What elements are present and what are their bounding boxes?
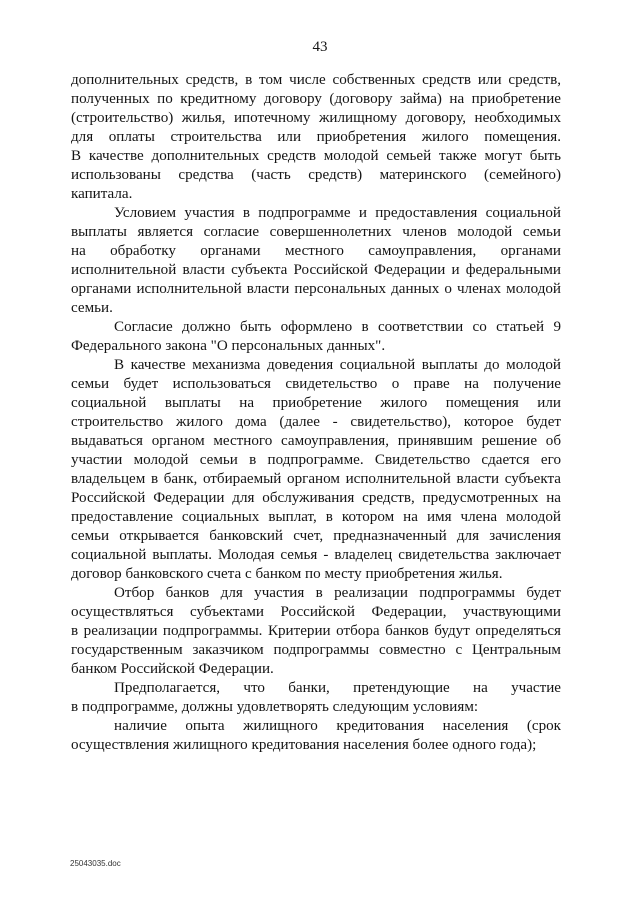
document-body: [71, 71, 561, 755]
text-line: В качестве дополнительных средств молодой семьей также могут быть: [71, 148, 561, 164]
text-line: семьи.: [71, 300, 113, 316]
text-line: социальной выплаты на приобретение жилого помещения или: [71, 395, 561, 411]
paragraph-6: [71, 679, 561, 717]
text-line: на обработку органами местного самоуправления, органами: [71, 243, 561, 259]
text-line: органами исполнительной власти персональных данных о членах молодой: [71, 281, 561, 297]
text-line: использованы средства (часть средств) материнского (семейного): [71, 167, 561, 183]
text-line: капитала.: [71, 186, 133, 202]
text-line: В качестве механизма доведения социальной выплаты до молодой: [114, 357, 561, 373]
text-line: участии молодой семьи в подпрограмме. Свидетельство сдается его: [71, 452, 561, 468]
document-filename-footer: 25043035.doc: [70, 859, 121, 868]
text-line: в реализации подпрограммы. Критерии отбора банков будут определяться: [71, 623, 561, 639]
paragraph-4: [71, 356, 561, 584]
text-line: для оплаты строительства или приобретения жилого помещения.: [71, 129, 561, 145]
text-line: полученных по кредитному договору (договору займа) на приобретение: [71, 91, 561, 107]
text-line: семьи открывается банковский счет, предназначенный для зачисления: [71, 528, 561, 544]
paragraph-7: [71, 717, 561, 755]
text-line: (строительство) жилья, ипотечному жилищному договору, необходимых: [71, 110, 561, 126]
text-line: семьи будет использоваться свидетельство о праве на получение: [71, 376, 561, 392]
text-line: социальной выплаты. Молодая семья - владелец свидетельства заключает: [71, 547, 561, 563]
text-line: Предполагается, что банки, претендующие на участие: [114, 680, 561, 696]
text-line: предоставление социальных выплат, в котором на имя члена молодой: [71, 509, 561, 525]
text-line: договор банковского счета с банком по месту приобретения жилья.: [71, 566, 503, 582]
text-line: осуществления жилищного кредитования населения более одного года);: [71, 737, 537, 753]
text-line: дополнительных средств, в том числе собственных средств или средств,: [71, 72, 561, 88]
text-line: выдаваться органом местного самоуправления, принявшим решение об: [71, 433, 561, 449]
page-number: 43: [312, 39, 328, 55]
text-line: Согласие должно быть оформлено в соответствии со статьей 9: [114, 319, 561, 335]
text-line: банком Российской Федерации.: [71, 661, 274, 677]
text-line: Российской Федерации для обслуживания средств, предусмотренных на: [71, 490, 561, 506]
text-line: государственным заказчиком подпрограммы совместно с Центральным: [71, 642, 561, 658]
paragraph-5: [71, 584, 561, 679]
paragraph-1: [71, 71, 561, 204]
text-line: наличие опыта жилищного кредитования населения (срок: [114, 718, 561, 734]
text-line: Федерального закона "О персональных данных".: [71, 338, 386, 354]
paragraph-3: [71, 318, 561, 356]
paragraph-2: [71, 204, 561, 318]
text-line: Отбор банков для участия в реализации подпрограммы будет: [114, 585, 561, 601]
text-line: осуществляться субъектами Российской Федерации, участвующими: [71, 604, 561, 620]
text-line: владельцем в банк, отбираемый органом исполнительной власти субъекта: [71, 471, 561, 487]
text-line: в подпрограмме, должны удовлетворять следующим условиям:: [71, 699, 479, 715]
text-line: Условием участия в подпрограмме и предоставления социальной: [114, 205, 561, 221]
text-line: исполнительной власти субъекта Российской Федерации и федеральными: [71, 262, 561, 278]
text-line: строительство жилого дома (далее - свидетельство), которое будет: [71, 414, 561, 430]
text-line: выплаты является согласие совершеннолетних членов молодой семьи: [71, 224, 561, 240]
